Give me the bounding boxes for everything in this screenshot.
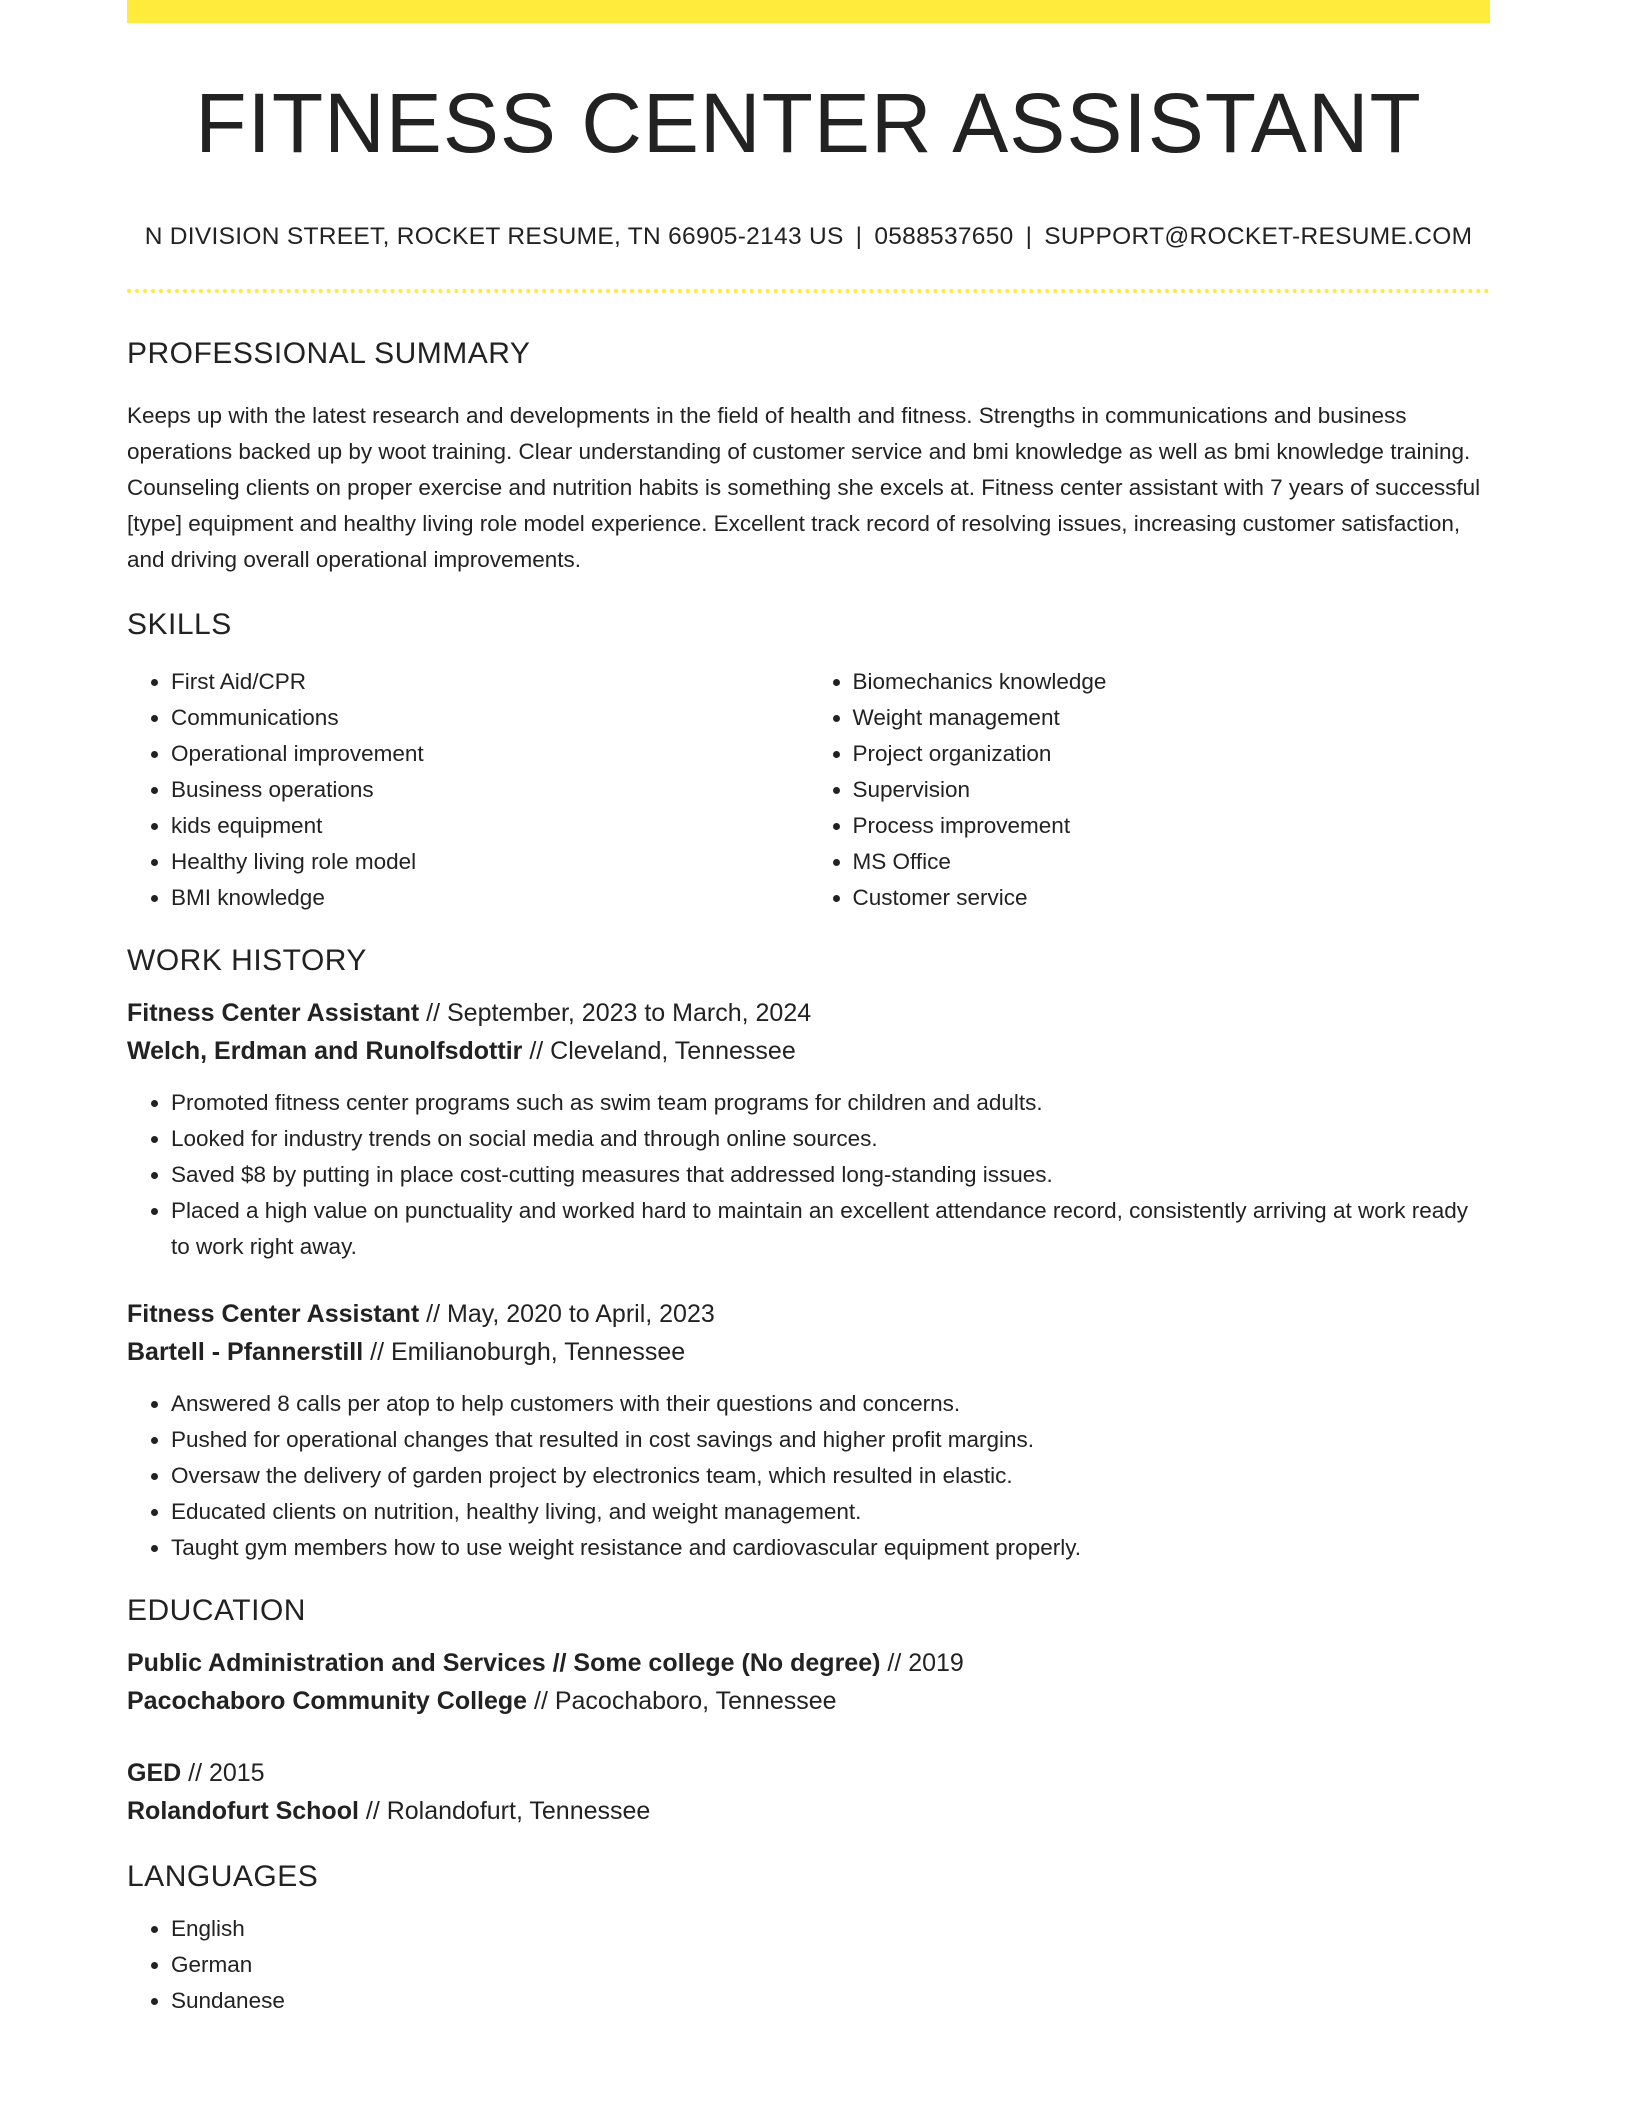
work-history-heading: WORK HISTORY bbox=[127, 944, 367, 977]
job-location: // Cleveland, Tennessee bbox=[522, 1037, 796, 1065]
resume-title: FITNESS CENTER ASSISTANT bbox=[195, 76, 1422, 170]
education-heading: EDUCATION bbox=[127, 1594, 306, 1627]
work-history-section bbox=[127, 944, 1490, 1566]
skills-heading: SKILLS bbox=[127, 608, 232, 641]
skill-item: • First Aid/CPR bbox=[171, 664, 809, 700]
contact-separator: | bbox=[855, 223, 863, 250]
job-bullet: • Educated clients on nutrition, healthy living, and weight management. bbox=[171, 1494, 1490, 1530]
language-item: • Sundanese bbox=[171, 1983, 1490, 2019]
job-company-line bbox=[127, 1032, 1490, 1070]
language-item: • English bbox=[171, 1911, 1490, 1947]
school-location: // Rolandofurt, Tennessee bbox=[358, 1797, 651, 1825]
skill-item: • kids equipment bbox=[171, 808, 809, 844]
summary-section bbox=[127, 337, 1490, 578]
job-entry bbox=[127, 1295, 1490, 1566]
skill-item: • BMI knowledge bbox=[171, 880, 809, 916]
skill-item: • Weight management bbox=[853, 700, 1491, 736]
job-role: Fitness Center Assistant bbox=[127, 999, 420, 1027]
education-entry bbox=[127, 1644, 1490, 1720]
job-entry bbox=[127, 994, 1490, 1265]
resume-page bbox=[127, 0, 1490, 2019]
school-line bbox=[127, 1682, 1490, 1720]
skill-item: • Customer service bbox=[853, 880, 1491, 916]
job-bullet: • Pushed for operational changes that resulted in cost savings and higher profit margins. bbox=[171, 1422, 1490, 1458]
job-bullet: • Saved $8 by putting in place cost-cutting measures that addressed long-standing issues. bbox=[171, 1157, 1490, 1193]
skills-section bbox=[127, 608, 1490, 916]
phone-text: 0588537650 bbox=[874, 223, 1014, 250]
degree-name: Public Administration and Services // Some college (No degree) bbox=[127, 1649, 881, 1677]
job-title-line bbox=[127, 1295, 1490, 1333]
skills-column-left bbox=[127, 664, 809, 916]
school-name: Pacochaboro Community College bbox=[127, 1687, 528, 1715]
job-bullet: • Placed a high value on punctuality and worked hard to maintain an excellent attendance record, consistently arriving at work ready to work right away. bbox=[171, 1193, 1490, 1265]
languages-heading: LANGUAGES bbox=[127, 1860, 319, 1893]
languages-section bbox=[127, 1860, 1490, 2019]
job-location: // Emilianoburgh, Tennessee bbox=[363, 1338, 686, 1366]
skill-item: • Process improvement bbox=[853, 808, 1491, 844]
email-text: SUPPORT@ROCKET-RESUME.COM bbox=[1044, 223, 1473, 250]
job-bullet: • Looked for industry trends on social media and through online sources. bbox=[171, 1121, 1490, 1157]
summary-text: Keeps up with the latest research and developments in the field of health and fitness. Strengths in communications and business operations backed up by woot training. Clear understanding of customer service and bmi knowledge as well as bmi knowledge training. Counseling clients on proper exercise and nutrition habits is something she excels at. Fitness center assistant with 7 years of successful [type] equipment and healthy living role model experience. Excellent track record of resolving issues, increasing customer satisfaction, and driving overall operational improvements. bbox=[127, 403, 1481, 572]
school-name: Rolandofurt School bbox=[127, 1797, 359, 1825]
skill-item: • Operational improvement bbox=[171, 736, 809, 772]
language-item: • German bbox=[171, 1947, 1490, 1983]
skill-item: • Supervision bbox=[853, 772, 1491, 808]
summary-heading: PROFESSIONAL SUMMARY bbox=[127, 337, 531, 370]
skills-column-right bbox=[809, 664, 1491, 916]
job-role: Fitness Center Assistant bbox=[127, 1300, 420, 1328]
job-bullet: • Taught gym members how to use weight resistance and cardiovascular equipment properly. bbox=[171, 1530, 1490, 1566]
degree-line bbox=[127, 1644, 1490, 1682]
job-company: Welch, Erdman and Runolfsdottir bbox=[127, 1037, 523, 1065]
job-dates: // September, 2023 to March, 2024 bbox=[419, 999, 812, 1027]
school-line bbox=[127, 1792, 1490, 1830]
degree-name: GED bbox=[127, 1759, 182, 1787]
job-bullet: • Oversaw the delivery of garden project by electronics team, which resulted in elastic. bbox=[171, 1458, 1490, 1494]
school-location: // Pacochaboro, Tennessee bbox=[527, 1687, 837, 1715]
skill-item: • Healthy living role model bbox=[171, 844, 809, 880]
degree-line bbox=[127, 1754, 1490, 1792]
contact-separator: | bbox=[1025, 223, 1033, 250]
skill-item: • Biomechanics knowledge bbox=[853, 664, 1491, 700]
job-bullet: • Promoted fitness center programs such as swim team programs for children and adults. bbox=[171, 1085, 1490, 1121]
job-dates: // May, 2020 to April, 2023 bbox=[419, 1300, 715, 1328]
contact-line bbox=[127, 223, 1490, 251]
job-title-line bbox=[127, 994, 1490, 1032]
job-company-line bbox=[127, 1333, 1490, 1371]
degree-year: // 2019 bbox=[880, 1649, 964, 1677]
skill-item: • Project organization bbox=[853, 736, 1491, 772]
dotted-divider bbox=[127, 289, 1490, 293]
accent-bar bbox=[127, 0, 1490, 23]
job-bullet: • Answered 8 calls per atop to help customers with their questions and concerns. bbox=[171, 1386, 1490, 1422]
education-section bbox=[127, 1594, 1490, 1830]
skill-item: • Communications bbox=[171, 700, 809, 736]
degree-year: // 2015 bbox=[181, 1759, 265, 1787]
education-entry bbox=[127, 1754, 1490, 1830]
address-text: N DIVISION STREET, ROCKET RESUME, TN 66905-2143 US bbox=[144, 223, 844, 250]
skill-item: • Business operations bbox=[171, 772, 809, 808]
skill-item: • MS Office bbox=[853, 844, 1491, 880]
job-company: Bartell - Pfannerstill bbox=[127, 1338, 364, 1366]
